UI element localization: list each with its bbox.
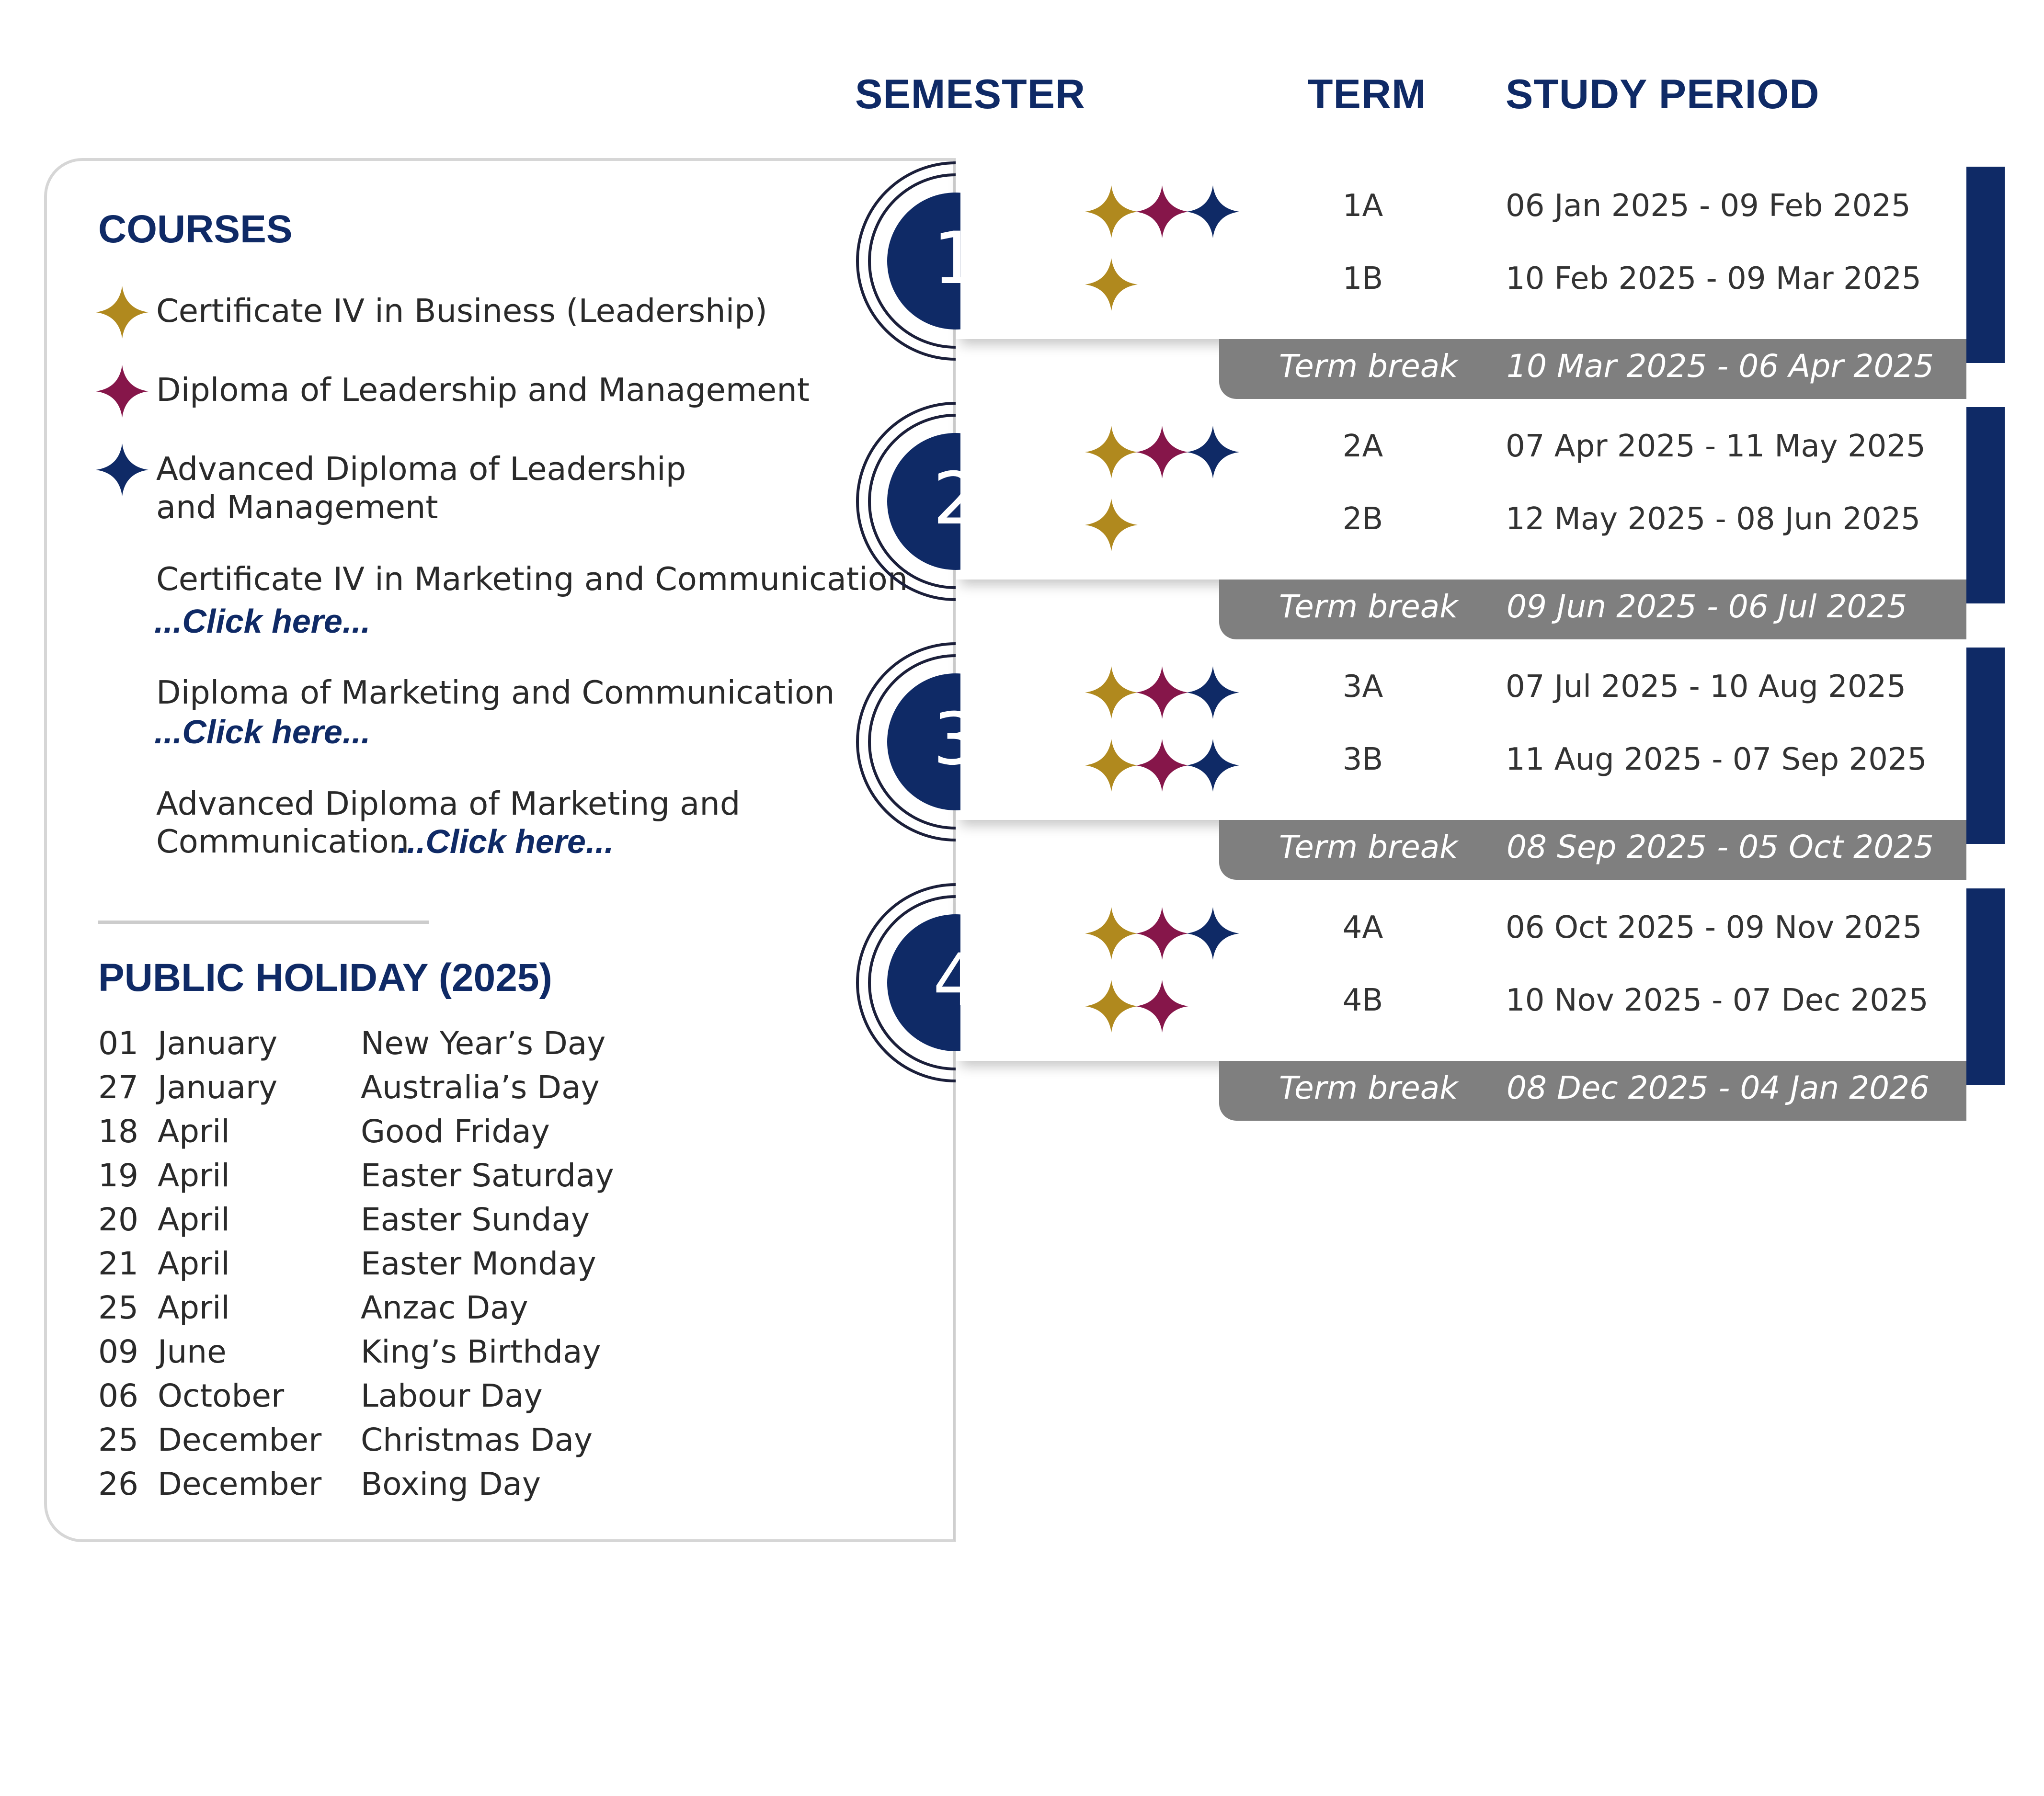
holiday-day: 09 bbox=[98, 1333, 138, 1370]
holiday-month: December bbox=[158, 1466, 322, 1502]
holiday-month: April bbox=[158, 1113, 230, 1150]
term-break-dates: 08 Dec 2025 - 04 Jan 2026 bbox=[1507, 1069, 1930, 1106]
holiday-name: Easter Saturday bbox=[361, 1157, 614, 1194]
navy-star-icon bbox=[1187, 185, 1239, 238]
term-code: 4A bbox=[1342, 910, 1383, 945]
gold-star-icon bbox=[1085, 499, 1138, 551]
term-break-label: Term break bbox=[1279, 588, 1458, 625]
term-break-dates: 09 Jun 2025 - 06 Jul 2025 bbox=[1507, 588, 1907, 625]
navy-star-icon bbox=[1187, 907, 1239, 960]
gold-star-icon bbox=[96, 286, 148, 339]
semester-number: 2 bbox=[933, 457, 979, 541]
navy-star-icon bbox=[1187, 426, 1239, 478]
holiday-name: Christmas Day bbox=[361, 1421, 593, 1458]
term-study-period: 07 Jul 2025 - 10 Aug 2025 bbox=[1506, 669, 1906, 705]
semester-number: 1 bbox=[933, 217, 979, 300]
semester-4-accent-bar bbox=[1966, 888, 2005, 1085]
section-divider bbox=[98, 921, 429, 924]
course-cert-iv-marketing: Certificate IV in Marketing and Communication bbox=[156, 560, 908, 598]
term-break-bar bbox=[1219, 339, 1966, 399]
term-break-bar bbox=[1219, 820, 1966, 880]
holiday-name: Easter Monday bbox=[361, 1245, 596, 1282]
holiday-name: Good Friday bbox=[361, 1113, 550, 1150]
term-header: TERM bbox=[1308, 71, 1427, 117]
holiday-day: 25 bbox=[98, 1289, 138, 1326]
semester-header: SEMESTER bbox=[855, 71, 1086, 117]
holiday-month: June bbox=[158, 1333, 227, 1370]
cert-iv-marketing-link[interactable]: ...Click here... bbox=[154, 602, 371, 640]
holiday-name: Labour Day bbox=[361, 1377, 543, 1414]
course-adv-diploma-marketing-line1: Advanced Diploma of Marketing and bbox=[156, 785, 741, 822]
maroon-star-icon bbox=[1136, 426, 1188, 478]
course-item-cert-iv-business: Certificate IV in Business (Leadership) bbox=[156, 292, 767, 330]
maroon-star-icon bbox=[1136, 907, 1188, 960]
holiday-name: Anzac Day bbox=[361, 1289, 528, 1326]
term-code: 1B bbox=[1342, 261, 1383, 296]
term-code: 3B bbox=[1342, 742, 1383, 777]
navy-star-icon bbox=[1187, 739, 1239, 792]
navy-star-icon bbox=[1187, 666, 1239, 719]
semester-3-accent-bar bbox=[1966, 648, 2005, 844]
holiday-day: 06 bbox=[98, 1377, 138, 1414]
course-item-adv-diploma-leadership-line2: and Management bbox=[156, 489, 438, 526]
gold-star-icon bbox=[1085, 739, 1138, 792]
holiday-day: 26 bbox=[98, 1466, 138, 1502]
term-study-period: 11 Aug 2025 - 07 Sep 2025 bbox=[1506, 742, 1927, 777]
term-break-dates: 08 Sep 2025 - 05 Oct 2025 bbox=[1507, 829, 1934, 865]
holiday-month: April bbox=[158, 1245, 230, 1282]
course-diploma-marketing: Diploma of Marketing and Communication bbox=[156, 674, 835, 711]
holiday-day: 20 bbox=[98, 1201, 138, 1238]
holiday-day: 21 bbox=[98, 1245, 138, 1282]
course-item-adv-diploma-leadership-line1: Advanced Diploma of Leadership bbox=[156, 450, 686, 488]
term-code: 2B bbox=[1342, 501, 1383, 537]
holiday-day: 27 bbox=[98, 1069, 138, 1106]
gold-star-icon bbox=[1085, 666, 1138, 719]
semester-2-accent-bar bbox=[1966, 407, 2005, 603]
term-study-period: 10 Feb 2025 - 09 Mar 2025 bbox=[1506, 261, 1921, 296]
term-break-bar bbox=[1219, 580, 1966, 639]
term-break-bar bbox=[1219, 1061, 1966, 1121]
semester-number: 4 bbox=[933, 939, 979, 1022]
holiday-name: Australia’s Day bbox=[361, 1069, 600, 1106]
maroon-star-icon bbox=[96, 365, 148, 418]
maroon-star-icon bbox=[1136, 666, 1188, 719]
course-item-diploma-leadership: Diploma of Leadership and Management bbox=[156, 371, 810, 409]
term-code: 2A bbox=[1342, 429, 1383, 464]
term-code: 3A bbox=[1342, 669, 1383, 705]
term-study-period: 07 Apr 2025 - 11 May 2025 bbox=[1506, 429, 1926, 464]
maroon-star-icon bbox=[1136, 739, 1188, 792]
holiday-month: October bbox=[158, 1377, 285, 1414]
courses-title: COURSES bbox=[98, 207, 293, 251]
maroon-star-icon bbox=[1136, 185, 1188, 238]
gold-star-icon bbox=[1085, 980, 1138, 1033]
semester-number: 3 bbox=[933, 698, 979, 781]
term-code: 1A bbox=[1342, 188, 1383, 224]
course-adv-diploma-marketing-line2: Communication bbox=[156, 823, 410, 860]
holiday-month: January bbox=[158, 1069, 278, 1106]
holiday-name: Boxing Day bbox=[361, 1466, 541, 1502]
holiday-month: December bbox=[158, 1421, 322, 1458]
term-break-label: Term break bbox=[1279, 348, 1458, 385]
gold-star-icon bbox=[1085, 258, 1138, 311]
holiday-day: 19 bbox=[98, 1157, 138, 1194]
holiday-month: April bbox=[158, 1157, 230, 1194]
holiday-name: King’s Birthday bbox=[361, 1333, 601, 1370]
term-study-period: 10 Nov 2025 - 07 Dec 2025 bbox=[1506, 983, 1929, 1018]
holiday-name: Easter Sunday bbox=[361, 1201, 590, 1238]
term-study-period: 06 Oct 2025 - 09 Nov 2025 bbox=[1506, 910, 1922, 945]
gold-star-icon bbox=[1085, 426, 1138, 478]
term-study-period: 12 May 2025 - 08 Jun 2025 bbox=[1506, 501, 1921, 537]
gold-star-icon bbox=[1085, 185, 1138, 238]
gold-star-icon bbox=[1085, 907, 1138, 960]
holiday-day: 18 bbox=[98, 1113, 138, 1150]
term-break-dates: 10 Mar 2025 - 06 Apr 2025 bbox=[1507, 348, 1934, 385]
term-break-label: Term break bbox=[1279, 1069, 1458, 1106]
term-break-label: Term break bbox=[1279, 829, 1458, 865]
diploma-marketing-link[interactable]: ...Click here... bbox=[154, 713, 371, 750]
holiday-month: April bbox=[158, 1201, 230, 1238]
study-period-header: STUDY PERIOD bbox=[1506, 71, 1820, 117]
term-study-period: 06 Jan 2025 - 09 Feb 2025 bbox=[1506, 188, 1911, 224]
adv-diploma-marketing-link[interactable]: ...Click here... bbox=[398, 823, 614, 860]
term-code: 4B bbox=[1342, 983, 1383, 1018]
maroon-star-icon bbox=[1136, 980, 1188, 1033]
holiday-month: April bbox=[158, 1289, 230, 1326]
holiday-month: January bbox=[158, 1025, 278, 1062]
navy-star-icon bbox=[96, 443, 148, 496]
holiday-name: New Year’s Day bbox=[361, 1025, 606, 1062]
holiday-day: 25 bbox=[98, 1421, 138, 1458]
semester-1-accent-bar bbox=[1966, 167, 2005, 363]
holiday-day: 01 bbox=[98, 1025, 138, 1062]
holidays-title: PUBLIC HOLIDAY (2025) bbox=[98, 956, 552, 1000]
